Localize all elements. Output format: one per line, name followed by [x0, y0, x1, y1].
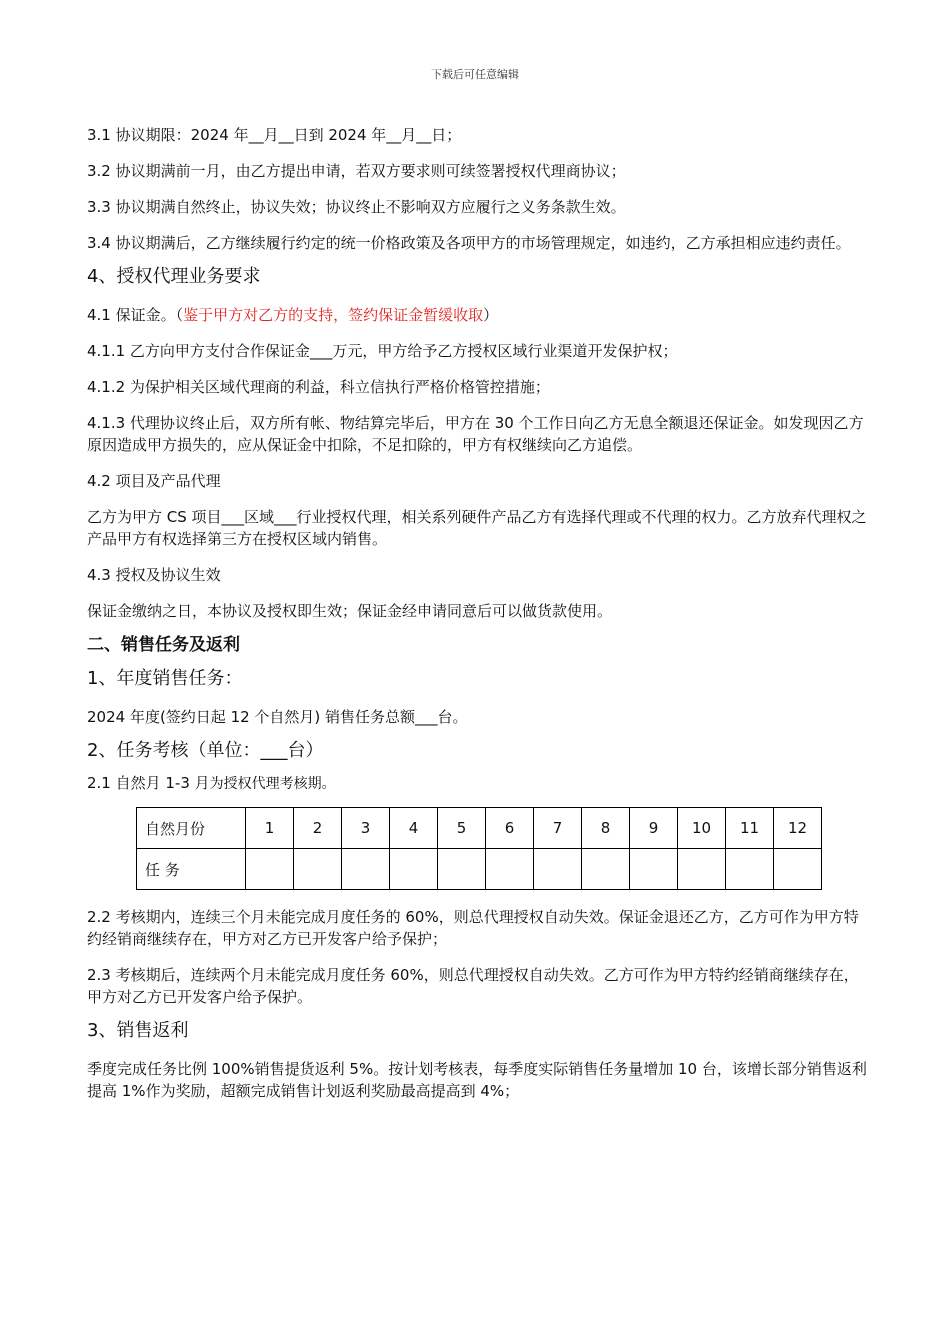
heading-authorization-requirements: 4、授权代理业务要求	[87, 266, 261, 287]
task-cell	[582, 849, 630, 890]
clause-3-2: 3.2 协议期满前一月，由乙方提出申请，若双方要求则可续签署授权代理商协议；	[87, 162, 626, 180]
heading-sales-tasks-rebates: 二、销售任务及返利	[87, 635, 240, 655]
monthly-task-table	[136, 807, 822, 890]
heading-sales-rebate: 3、销售返利	[87, 1020, 189, 1041]
month-cell: 7	[534, 808, 582, 849]
heading-task-assessment: 2、任务考核（单位：___台）	[87, 740, 324, 761]
clause-2-1	[87, 772, 867, 795]
clause-3-1: 3.1 协议期限：2024 年__月__日到 2024 年__月__日；	[87, 126, 462, 144]
clause-4-3-body: 保证金缴纳之日，本协议及授权即生效；保证金经申请同意后可以做货款使用。	[87, 602, 613, 620]
month-cell: 11	[726, 808, 774, 849]
month-cell: 1	[246, 808, 294, 849]
task-cell	[390, 849, 438, 890]
month-cell: 12	[774, 808, 822, 849]
clause-4-1-1: 4.1.1 乙方向甲方支付合作保证金___万元，甲方给予乙方授权区域行业渠道开发保护权；	[87, 342, 678, 360]
clause-4-1-suffix: ）	[483, 306, 499, 324]
task-cell	[294, 849, 342, 890]
clause-2-2: 2.2 考核期内，连续三个月未能完成月度任务的 60%，则总代理授权自动失效。保证金退还乙方，乙方可作为甲方特约经销商继续存在，甲方对乙方已开发客户给予保护；	[87, 908, 859, 948]
clause-4-1-3: 4.1.3 代理协议终止后，双方所有帐、物结算完毕后，甲方在 30 个工作日向乙方无息全额退还保证金。如发现因乙方原因造成甲方损失的，应从保证金中扣除，不足扣除的，甲方有权继续向乙方追偿。	[87, 414, 864, 454]
rebate-body: 季度完成任务比例 100%销售提货返利 5%。按计划考核表，每季度实际销售任务量增加 10 台，该增长部分销售返利提高 1%作为奖励，超额完成销售计划返利奖励最高提高到 4%；	[87, 1060, 867, 1100]
table-row	[137, 849, 822, 890]
document-body	[87, 124, 867, 1116]
month-cell: 10	[678, 808, 726, 849]
month-cell: 4	[390, 808, 438, 849]
clause-4-2: 4.2 项目及产品代理	[87, 472, 221, 490]
task-cell	[534, 849, 582, 890]
task-cell	[678, 849, 726, 890]
task-cell	[486, 849, 534, 890]
clause-4-1	[87, 304, 867, 326]
clause-3-3: 3.3 协议期满自然终止，协议失效；协议终止不影响双方应履行之义务条款生效。	[87, 198, 626, 216]
table-row-header-month: 自然月份	[137, 808, 246, 849]
month-cell: 3	[342, 808, 390, 849]
clause-4-3: 4.3 授权及协议生效	[87, 566, 221, 584]
task-cell	[342, 849, 390, 890]
clause-4-1-prefix: 4.1 保证金。（	[87, 306, 184, 324]
clause-4-1-red-note: 鉴于甲方对乙方的支持，签约保证金暂缓收取	[183, 306, 484, 324]
month-cell: 9	[630, 808, 678, 849]
heading-annual-sales-task: 1、年度销售任务：	[87, 668, 243, 689]
month-cell: 6	[486, 808, 534, 849]
clause-2-1-suffix: 为授权代理考核期。	[209, 776, 336, 792]
month-cell: 8	[582, 808, 630, 849]
task-cell	[630, 849, 678, 890]
task-cell	[726, 849, 774, 890]
annual-task-body: 2024 年度(签约日起 12 个自然月) 销售任务总额___台。	[87, 708, 468, 726]
task-cell	[246, 849, 294, 890]
page-header: 下载后可任意编辑	[431, 68, 519, 81]
clause-4-1-2: 4.1.2 为保护相关区域代理商的利益，科立信执行严格价格管控措施；	[87, 378, 550, 396]
task-cell	[438, 849, 486, 890]
clause-2-1-prefix: 2.1 自然月 1-3 月	[87, 774, 210, 792]
month-cell: 2	[294, 808, 342, 849]
month-cell: 5	[438, 808, 486, 849]
clause-4-2-body: 乙方为甲方 CS 项目___区域___行业授权代理，相关系列硬件产品乙方有选择代理或不代理的权力。乙方放弃代理权之产品甲方有权选择第三方在授权区域内销售。	[87, 508, 867, 548]
clause-2-3: 2.3 考核期后，连续两个月未能完成月度任务 60%，则总代理授权自动失效。乙方可作为甲方特约经销商继续存在，甲方对乙方已开发客户给予保护。	[87, 966, 859, 1006]
table-row-header-task: 任 务	[137, 849, 246, 890]
clause-3-4: 3.4 协议期满后，乙方继续履行约定的统一价格政策及各项甲方的市场管理规定，如违约，乙方承担相应违约责任。	[87, 234, 851, 252]
task-cell	[774, 849, 822, 890]
table-row	[137, 808, 822, 849]
